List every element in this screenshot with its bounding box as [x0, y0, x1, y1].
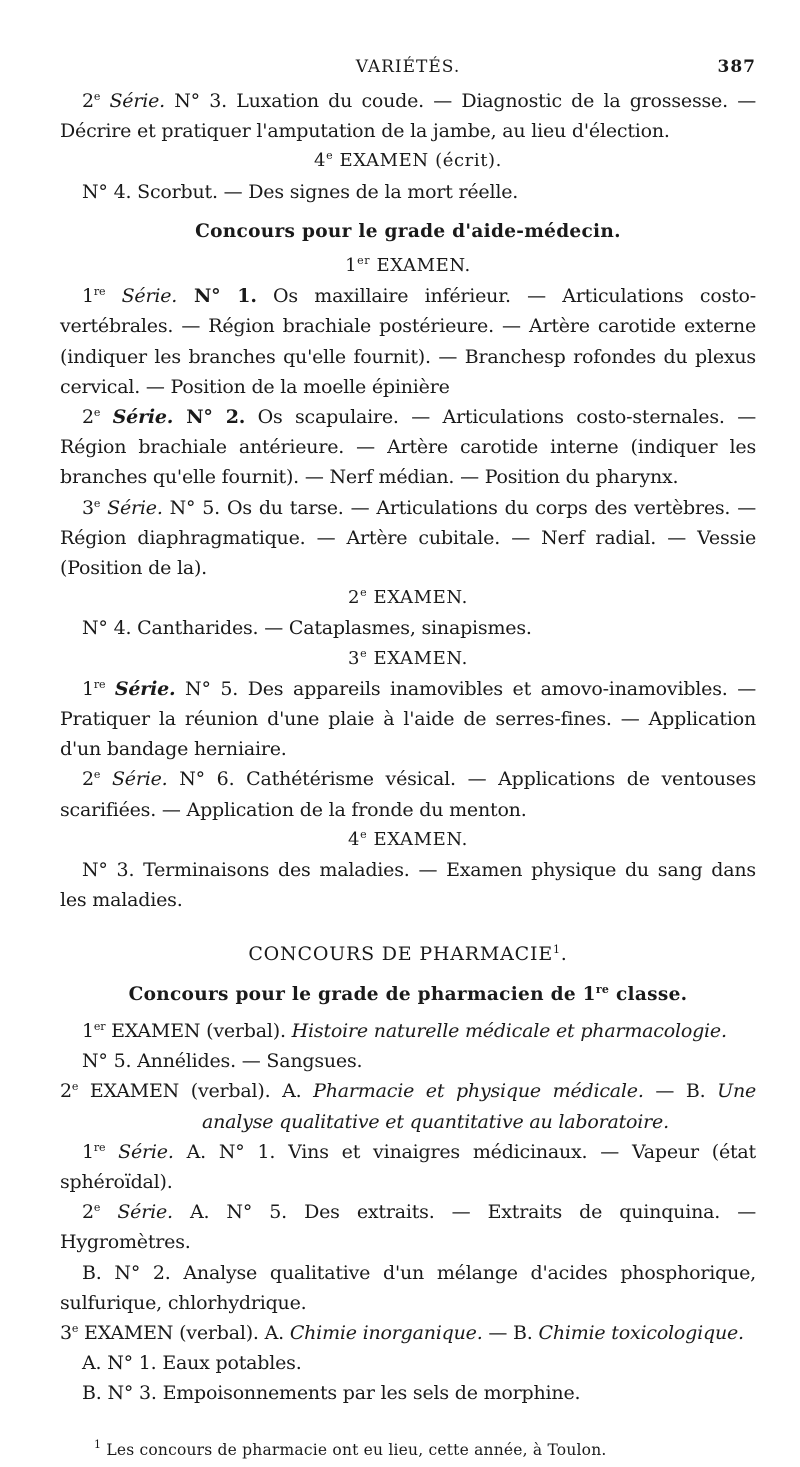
page-header [60, 52, 756, 86]
paragraph-aide-serie-2: 2e Série. N° 2. Os scapulaire. — Articulations costo-sternales. — Région brachiale antérieure. — Artère carotide interne (indiquer les branches qu'elle fournit). — Nerf médian. — Position du pharynx. [60, 406, 756, 489]
section-heading-pharmacie: CONCOURS DE PHARMACIE$^1$. [248, 943, 568, 966]
paragraph-pharma-e2-serie-2: 2e Série. A. N° 5. Des extraits. — Extraits de quinquina. — Hygromètres. [60, 1201, 757, 1254]
paragraph-b2-analyse: B. N° 2. Analyse qualitative d'un mélange d'acides phosphorique, sulfurique, chlorhydrique. [60, 1261, 756, 1314]
paragraph-exam3-serie-2: 2e Série. N° 6. Cathétérisme vésical. — Applications de ventouses scarifiées. — Application de la fronde du menton. [60, 768, 756, 821]
page-number: 387 [717, 57, 756, 77]
paragraph-pharma-exam-2: 2e EXAMEN (verbal). A. Pharmacie et physique médicale. — B. Une analyse qualitative et quantitative au laboratoire. [60, 1080, 757, 1133]
subheading-pharmacien-1re-classe: Concours pour le grade de pharmacien de 1re classe. [128, 982, 688, 1005]
exam-heading-1: 1er EXAMEN. [345, 254, 471, 277]
running-title: VARIÉTÉS. [355, 57, 461, 77]
exam-heading-4: 4e EXAMEN. [348, 827, 468, 850]
paragraph-n3-terminaisons: N° 3. Terminaisons des maladies. — Examen physique du sang dans les maladies. [60, 859, 756, 912]
paragraph-pharma-exam-3: 3e EXAMEN (verbal). A. Chimie inorganique. — B. Chimie toxicologique. [60, 1321, 744, 1344]
exam-heading-4-ecrit: 4e EXAMEN (écrit). [314, 149, 502, 172]
footnote-ref: 1 [552, 943, 561, 957]
paragraph-a1-eaux: A. N° 1. Eaux potables. [82, 1352, 302, 1375]
paragraph-n5-annelides: N° 5. Annélides. — Sangsues. [82, 1050, 363, 1073]
paragraph-aide-serie-3: 3e Série. N° 5. Os du tarse. — Articulations du corps des vertèbres. — Région diaphragmatique. — Artère cubitale. — Nerf radial. — Vessie (Position de la). [60, 496, 757, 580]
paragraph-n4-scorbut: N° 4. Scorbut. — Des signes de la mort réelle. [82, 180, 519, 203]
paragraph-n4-cantharides: N° 4. Cantharides. — Cataplasmes, sinapismes. [82, 617, 532, 640]
paragraph-serie-2: 2e Série. N° 3. Luxation du coude. — Diagnostic de la grossesse. — Décrire et pratiquer l'amputation de la jambe, au lieu d'élection. [60, 90, 756, 143]
section-heading-aide-medecin: Concours pour le grade d'aide-médecin. [195, 220, 621, 242]
exam-heading-2: 2e EXAMEN. [348, 586, 468, 609]
exam-heading-3: 3e EXAMEN. [348, 646, 468, 669]
paragraph-pharma-exam-1: 1er EXAMEN (verbal). Histoire naturelle médicale et pharmacologie. [82, 1019, 727, 1042]
footnote-mark: 1 [94, 1437, 102, 1451]
paragraph-aide-serie-1: 1re Série. N° 1. Os maxillaire inférieur. — Articulations costo-vertébrales. — Région brachiale postérieure. — Artère carotide externe (indiquer les branches qu'elle fournit). — Branchesp rofondes du plexus cervical. — Position de la moelle épinière [60, 285, 757, 398]
paragraph-b3-empoisonnements: B. N° 3. Empoisonnements par les sels de morphine. [82, 1382, 581, 1405]
paragraph-pharma-e2-serie-1: 1re Série. A. N° 1. Vins et vinaigres médicinaux. — Vapeur (état sphéroïdal). [60, 1140, 756, 1193]
footnote: $^1$ Les concours de pharmacie ont eu lieu, cette année, à Toulon. [94, 1437, 607, 1459]
paragraph-exam3-serie-1: 1re Série. N° 5. Des appareils inamovibles et amovo-inamovibles. — Pratiquer la réunion d'une plaie à l'aide de serres-fines. — Application d'un bandage herniaire. [60, 677, 757, 761]
